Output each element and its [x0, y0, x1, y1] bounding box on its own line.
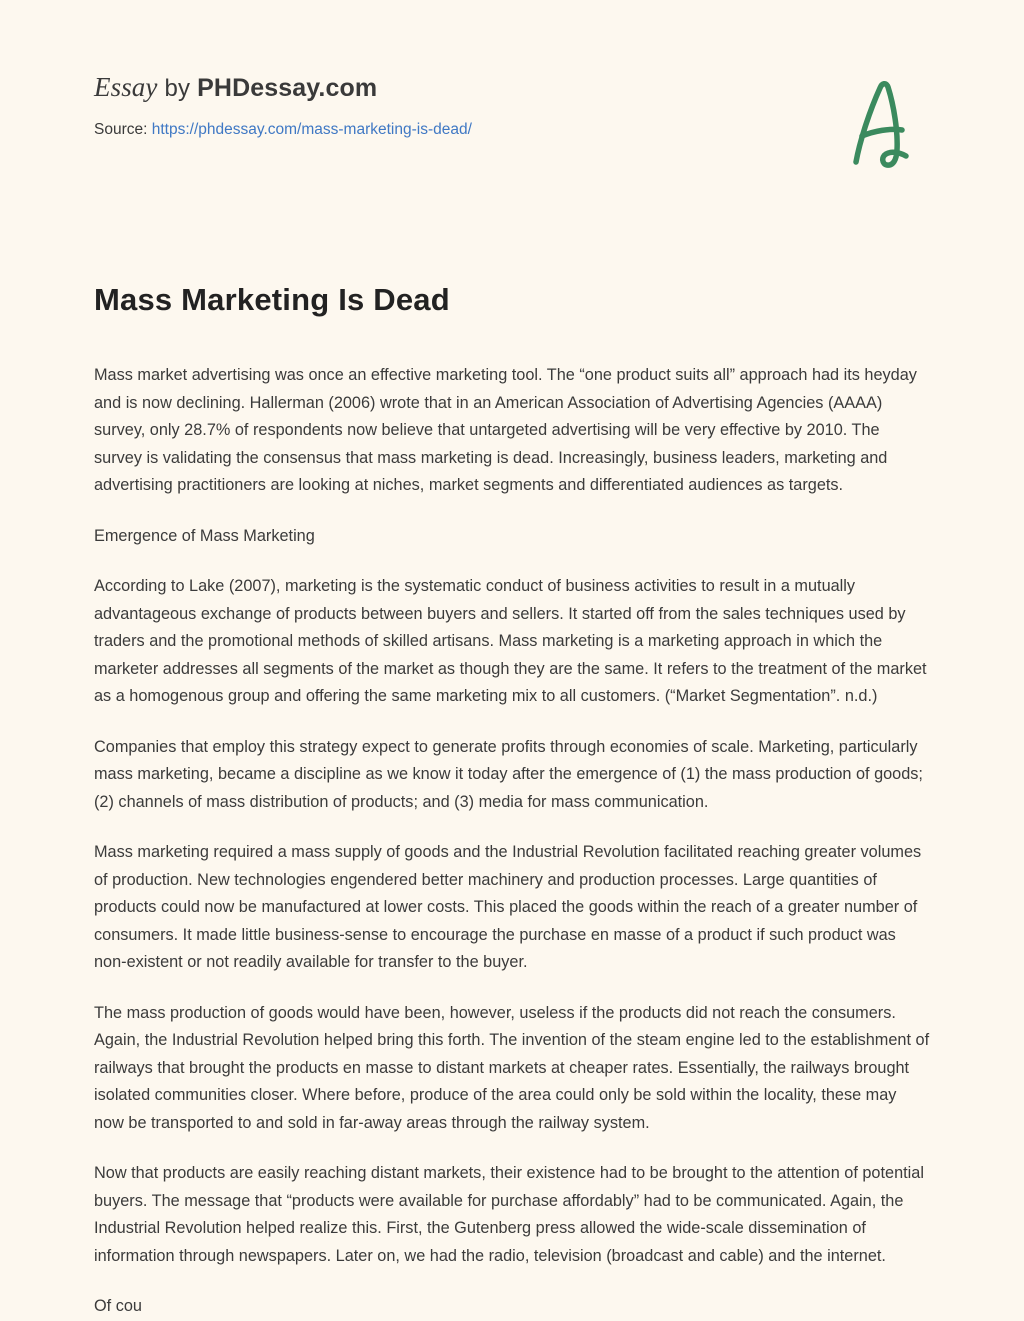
brand-essay-word: Essay	[94, 72, 158, 102]
paragraph: Mass marketing required a mass supply of goods and the Industrial Revolution facilitated reaching greater volumes of production. New technologies engendered better machinery and production processes. Large quantities of products could now be manufactured at lower costs. This placed the goods within the reach of a greater number of consumers. It made little business-sense to encourage the purchase en masse of a product if such product was non-existent or not readily available for transfer to the buyer.	[94, 843, 922, 971]
brand-by-word: by	[164, 75, 191, 102]
brand-site-name: PHDessay.com	[197, 74, 378, 102]
paragraph: According to Lake (2007), marketing is the systematic conduct of business activities to result in a mutually advantageous exchange of products between buyers and sellers. It started off from the sales techniques used by traders and the promotional methods of skilled artisans. Mass marketing is a marketing approach in which the marketer addresses all segments of the market as though they are the same. It refers to the treatment of the market as a homogenous group and offering the same marketing mix to all customers. (“Market Segmentation”. n.d.)	[94, 577, 927, 705]
paragraph: The mass production of goods would have been, however, useless if the products did not reach the consumers. Again, the Industrial Revolution helped bring this forth. The invention of the steam engine led to the establishment of railways that brought the products en masse to distant markets at cheaper rates. Essentially, the railways brought isolated communities closer. Where before, produce of the area could only be sold within the locality, these may now be transported to and sold in far-away areas through the railway system.	[94, 1003, 930, 1132]
section-subhead: Emergence of Mass Marketing	[94, 526, 315, 545]
source-label: Source:	[94, 121, 148, 138]
paragraph: Mass market advertising was once an effective marketing tool. The “one product suits all” approach had its heyday and is now declining. Hallerman (2006) wrote that in an American Association of Advertising Agencies (AAAA) survey, only 28.7% of respondents now believe that untargeted advertising will be very effective by 2010. The survey is validating the consensus that mass marketing is dead. Increasingly, business leaders, marketing and advertising practitioners are looking at niches, market segments and differentiated audiences as targets.	[94, 366, 917, 494]
essay-body	[94, 362, 930, 1321]
page-title: Mass Marketing Is Dead	[94, 282, 450, 317]
paragraph-truncated: Of cou	[94, 1297, 142, 1315]
source-url-link[interactable]: https://phdessay.com/mass-marketing-is-dead/	[151, 121, 472, 138]
paragraph: Companies that employ this strategy expect to generate profits through economies of scale. Marketing, particularly mass marketing, became a discipline as we know it today after the emergence of (1) the mass production of goods; (2) channels of mass distribution of products; and (3) media for mass communication.	[94, 737, 923, 811]
paragraph: Now that products are easily reaching distant markets, their existence had to be brought to the attention of potential buyers. The message that “products were available for purchase affordably” had to be communicated. Again, the Industrial Revolution helped realize this. First, the Gutenberg press allowed the wide-scale dissemination of information through newspapers. Later on, we had the radio, television (broadcast and cable) and the internet.	[94, 1164, 924, 1265]
phdessay-a-logo	[798, 70, 918, 175]
page-header	[94, 60, 930, 210]
